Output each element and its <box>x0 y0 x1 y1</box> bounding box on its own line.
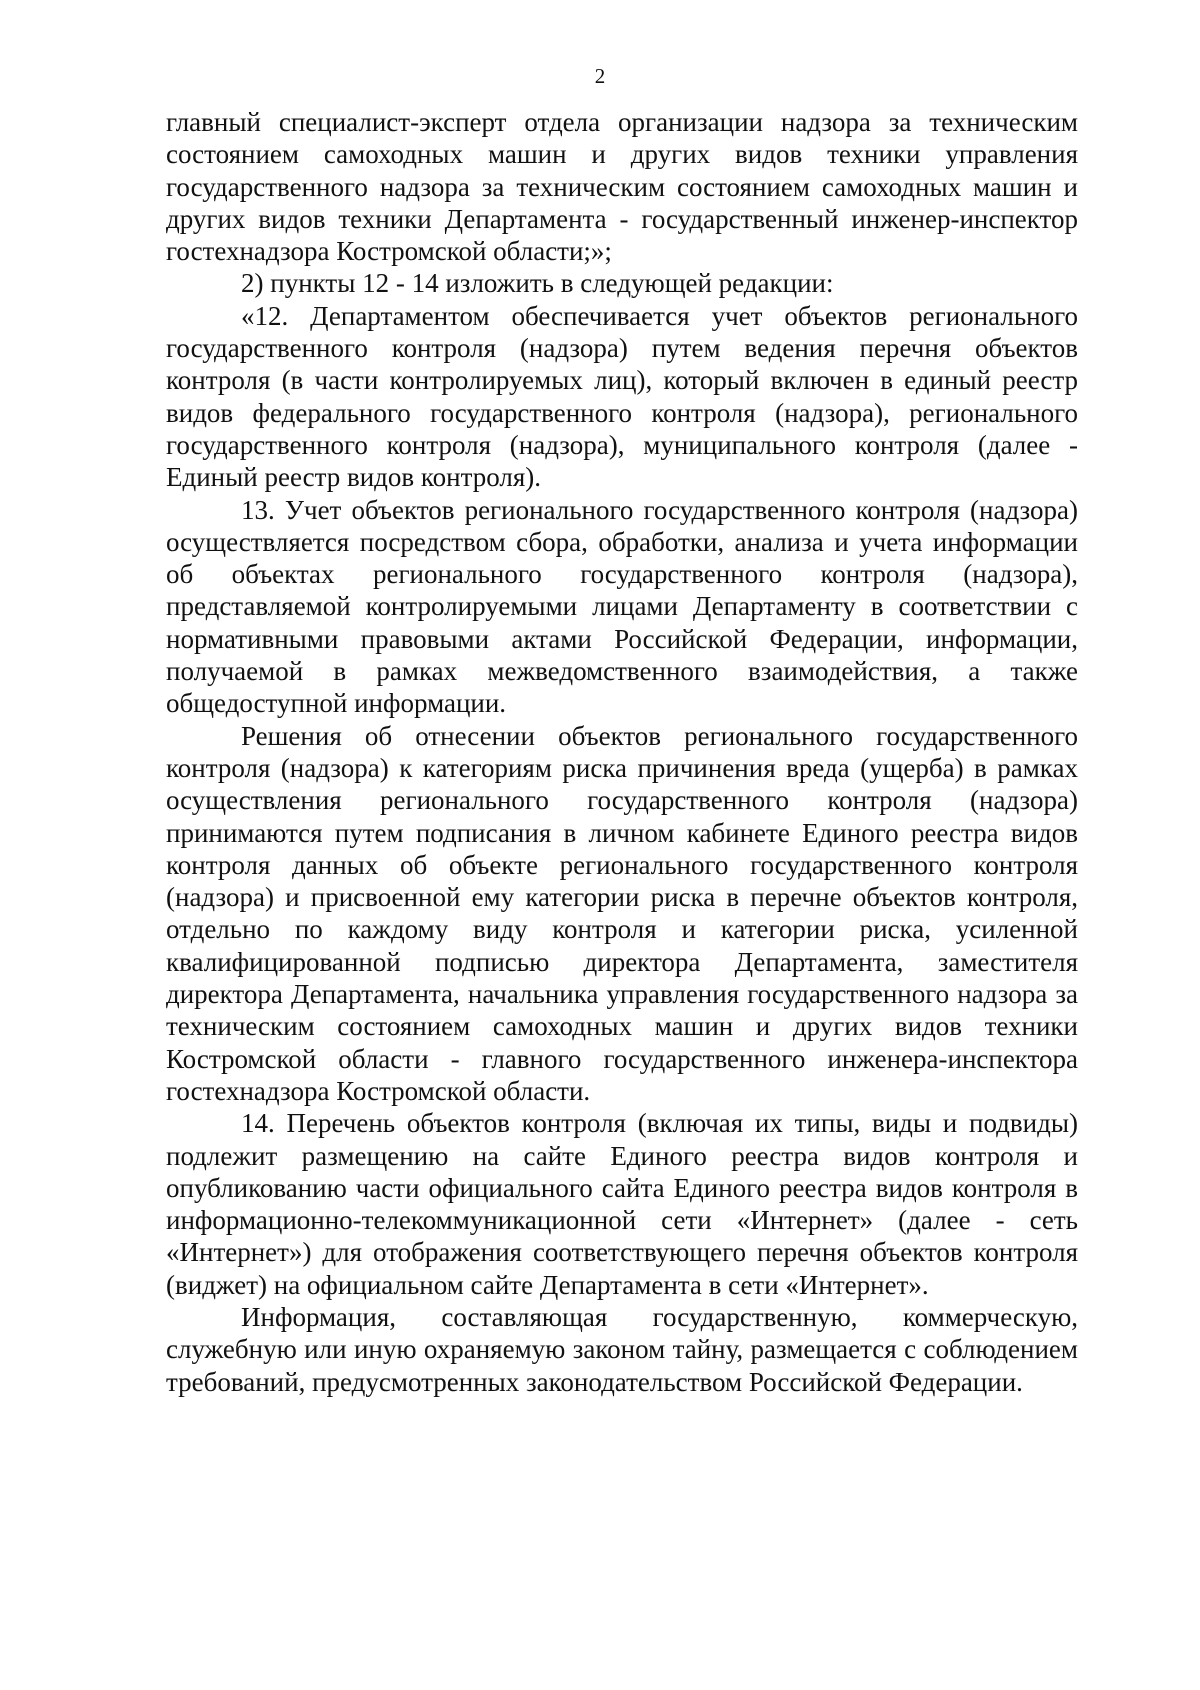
paragraph-risk-decisions: Решения об отнесении объектов регионального государственного контроля (надзора) к категориям риска причинения вреда (ущерба) в рамках осуществления регионального государственного контроля (надзора) принимаются путем подписания в личном кабинете Единого реестра видов контроля данных об объекте регионального государственного контроля (надзора) и присвоенной ему категории риска в перечне объектов контроля, отдельно по каждому виду контроля и категории риска, усиленной квалифицированной подписью директора Департамента, заместителя директора Департамента, начальника управления государственного надзора за техническим состоянием самоходных машин и других видов техники Костромской области - главного государственного инженера-инспектора гостехнадзора Костромской области. <box>166 720 1078 1106</box>
paragraph-item-12: «12. Департаментом обеспечивается учет объектов регионального государственного контроля (надзора) путем ведения перечня объектов контроля (в части контролируемых лиц), который включен в единый реестр видов федерального государственного контроля (надзора), регионального государственного контроля (надзора), муниципального контроля (далее - Единый реестр видов контроля). <box>166 300 1078 493</box>
paragraph-amendment-intro: 2) пункты 12 - 14 изложить в следующей редакции: <box>241 268 834 299</box>
page-number: 2 <box>594 64 606 88</box>
paragraph-confidential-info: Информация, составляющая государственную, коммерческую, служебную или иную охраняемую законом тайну, размещается с соблюдением требований, предусмотренных законодательством Российской Федерации. <box>166 1301 1078 1397</box>
document-body <box>166 106 1078 1398</box>
paragraph-item-13: 13. Учет объектов регионального государственного контроля (надзора) осуществляется посредством сбора, обработки, анализа и учета информации об объектах регионального государственного контроля (надзора), представляемой контролируемыми лицами Департаменту в соответствии с нормативными правовыми актами Российской Федерации, информации, получаемой в рамках межведомственного взаимодействия, а также общедоступной информации. <box>166 494 1078 719</box>
paragraph-item-14: 14. Перечень объектов контроля (включая их типы, виды и подвиды) подлежит размещению на сайте Единого реестра видов контроля и опубликованию части официального сайта Единого реестра видов контроля в информационно-телекоммуникационной сети «Интернет» (далее - сеть «Интернет») для отображения соответствующего перечня объектов контроля (виджет) на официальном сайте Департамента в сети «Интернет». <box>166 1108 1078 1300</box>
paragraph-continuation: главный специалист-эксперт отдела организации надзора за техническим состоянием самоходных машин и других видов техники управления государственного надзора за техническим состоянием самоходных машин и других видов техники Департамента - государственный инженер-инспектор гостехнадзора Костромской области;»; <box>166 107 1078 267</box>
